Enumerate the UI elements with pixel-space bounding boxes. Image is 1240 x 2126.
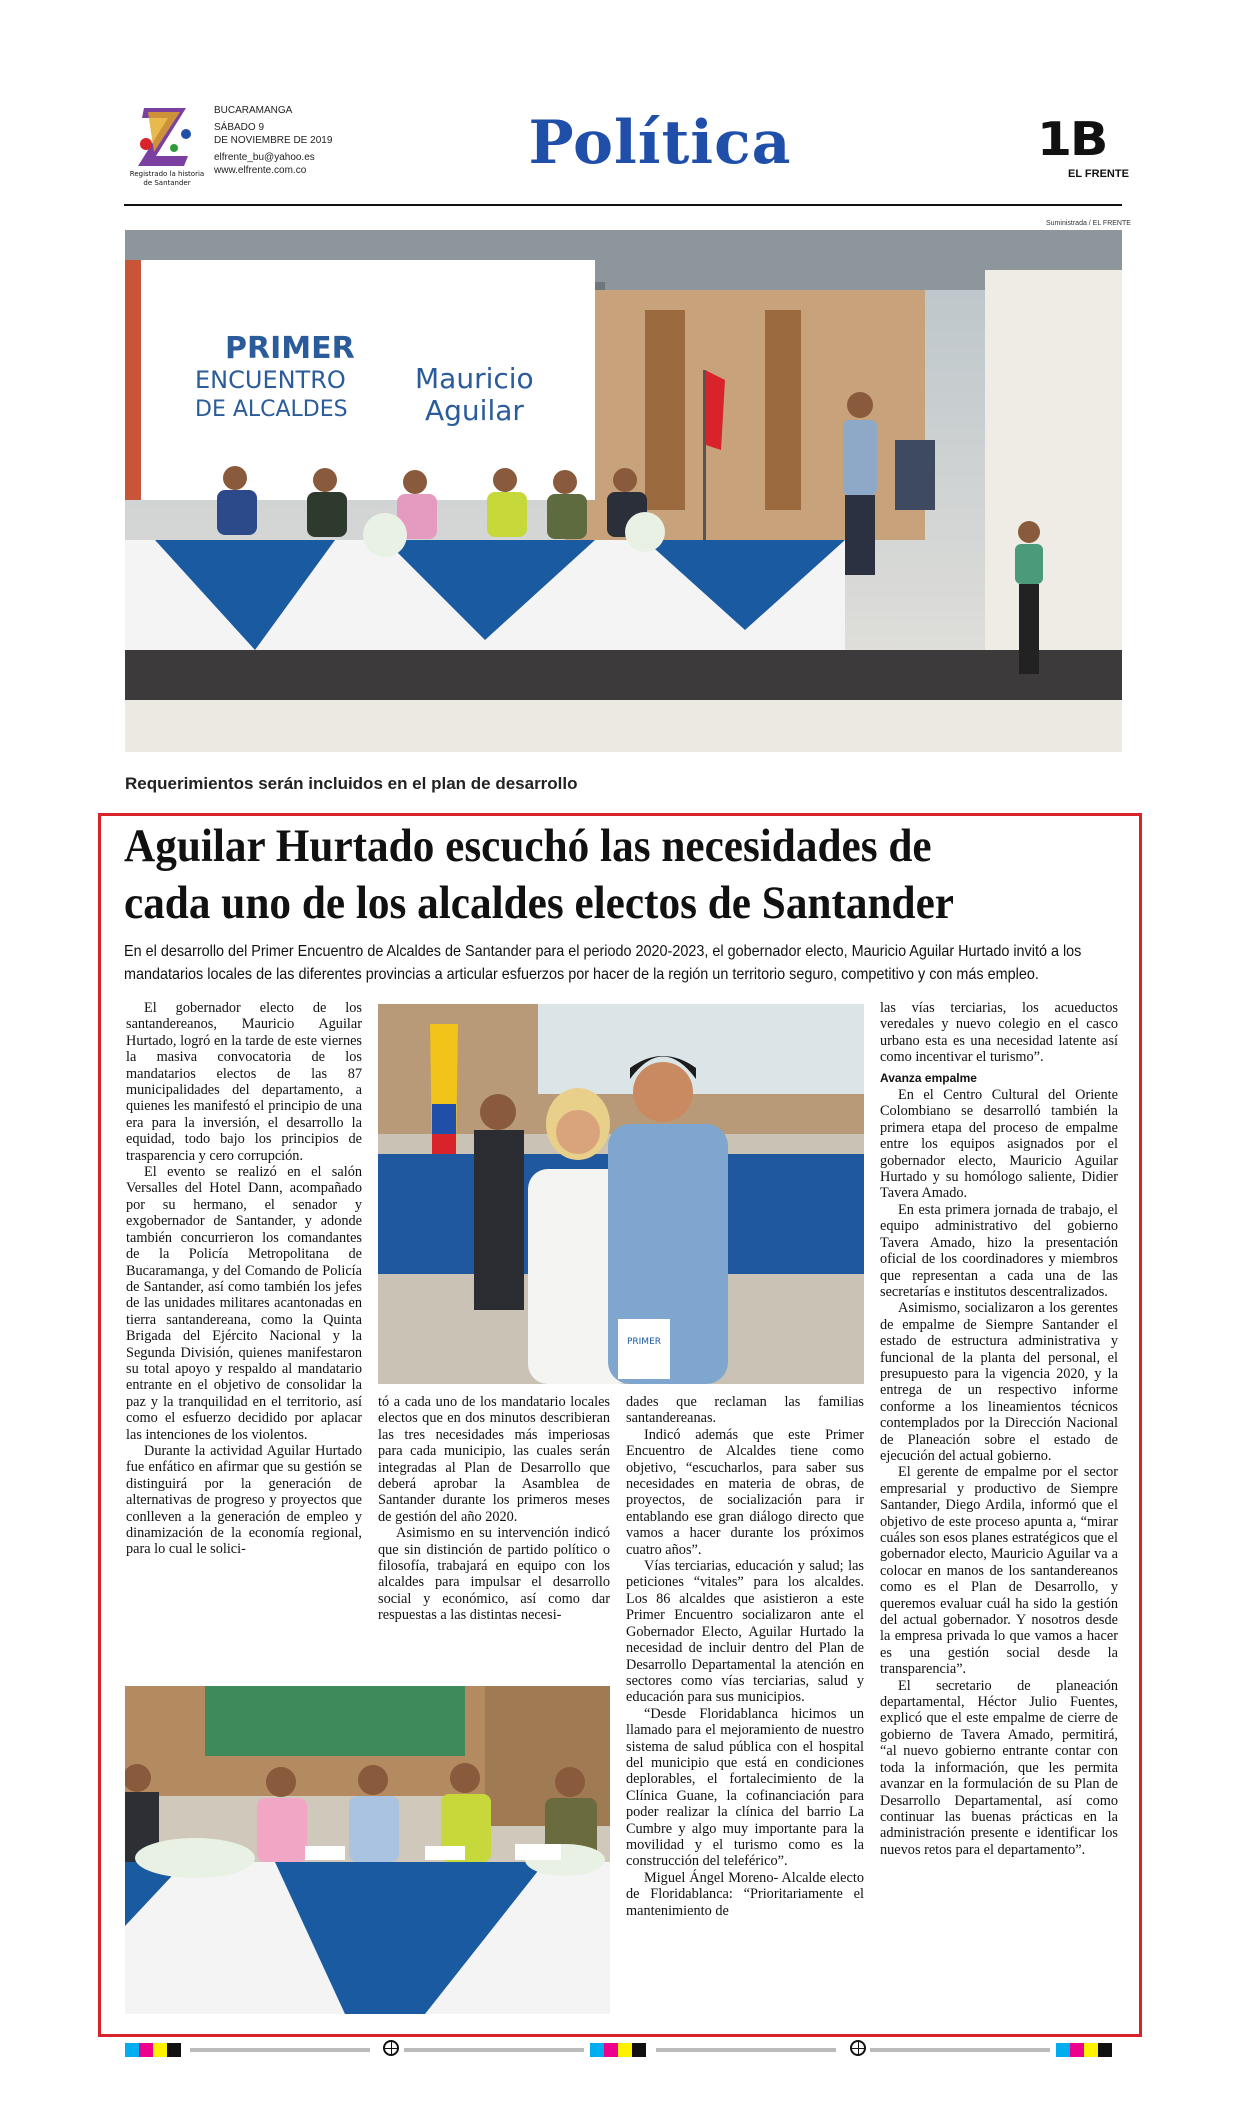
date-day: SÁBADO 9 bbox=[214, 122, 265, 133]
color-registration-bar-left bbox=[125, 2043, 185, 2057]
registration-mark bbox=[850, 2040, 866, 2056]
paragraph: dades que reclaman las familias santandereanas. bbox=[626, 1394, 864, 1427]
paragraph: Asimismo, socializaron a los gerentes de empalme de Siempre Santander el estado de estructura administrativa y funcional de la planta del personal, el presupuesto para la vigencia 2020, y la entrega de un respectivo informe conforme a los lineamientos técnicos contemplados por la Dirección Nacional de Planeación sobre el estado de ejecución del actual gobierno. bbox=[880, 1300, 1118, 1464]
badge-text-1: PRIMER bbox=[626, 1337, 662, 1347]
website-link[interactable]: www.elfrente.com.co bbox=[214, 165, 307, 176]
gray-bar bbox=[870, 2048, 1050, 2052]
article-column-2 bbox=[378, 1394, 610, 1624]
registration-mark bbox=[383, 2040, 399, 2056]
color-registration-bar-center bbox=[590, 2043, 650, 2057]
paragraph: Asimismo en su intervención indicó que sin distinción de partido político o filosofía, trabajará en equipo con los alcaldes para impulsar el desarrollo social y económico, así como dar respuestas a las distintas necesi- bbox=[378, 1525, 610, 1624]
paragraph: Miguel Ángel Moreno- Alcalde electo de Floridablanca: “Prioritariamente el mantenimiento de bbox=[626, 1869, 864, 1919]
dateline-block bbox=[214, 104, 332, 177]
paragraph: tó a cada uno de los mandatario locales electos que en dos minutos describieran las tres necesidades más imperiosas para cada municipio, las cuales serán integradas al Plan de Desarrollo que deberá aprobar la Asamblea de Santander durante los primeros meses de gestión del año 2020. bbox=[378, 1394, 610, 1525]
svg-text:Registrado la historia: Registrado la historia bbox=[129, 170, 205, 178]
svg-text:de Santander: de Santander bbox=[143, 179, 191, 187]
newspaper-anniversary-logo bbox=[126, 104, 208, 192]
date-month-year: DE NOVIEMBRE DE 2019 bbox=[214, 135, 333, 146]
headline-line-1: Aguilar Hurtado escuchó las necesidades de bbox=[124, 820, 932, 872]
banner-line-primer: PRIMER bbox=[225, 331, 355, 366]
gray-bar bbox=[656, 2048, 836, 2052]
article-lead: En el desarrollo del Primer Encuentro de Alcaldes de Santander para el periodo 2020-2023, el gobernador electo, Mauricio Aguilar Hurtado invitó a los mandatarios locales de las diferentes provincias a articular esfuerzos por hacer de la región un territorio seguro, competitivo y con más empleo. bbox=[124, 943, 1082, 983]
article-column-1 bbox=[126, 1000, 362, 1558]
newspaper-name: EL FRENTE bbox=[1068, 168, 1129, 180]
paragraph: las vías terciarias, los acueductos veredales y nuevo colegio en el casco urbano esta es una necesidad latente así como incentivar el turismo”. bbox=[880, 1000, 1118, 1066]
paragraph: Indicó además que este Primer Encuentro de Alcaldes tiene como objetivo, “escucharlos, para saber sus necesidades en materia de obras, de proyectos, de socialización para ir entablando ese gran diálogo directo que vamos a hacer durante los próximos cuatro años”. bbox=[626, 1426, 864, 1558]
paragraph: El gerente de empalme por el sector empresarial y productivo de Siempre Santander, Diego Ardila, informó que el objetivo de este proceso apunta a, “mirar cuáles son esos planes estratégicos que el gobernador electo, Mauricio Aguilar va a colocar en manos de los santandereanos como es el Plan de Desarrollo, y queremos evaluar cuál ha sido la gestión del actual gobernador. Y nosotros desde la empresa privada lo que vamos a hacer es una gestión social desde la transparencia”. bbox=[880, 1464, 1118, 1678]
page-number: 1B bbox=[1036, 112, 1107, 166]
city-name: BUCARAMANGA bbox=[214, 105, 293, 116]
embrace-photo bbox=[378, 1004, 864, 1384]
paragraph: El secretario de planeación departamental, Héctor Julio Fuentes, explicó que el este empalme de cierre de gobierno de Tavera Amado, permitirá, “al nuevo gobierno entrante contar con toda la información, que les permita avanzar en la formulación de su Plan de Desarrollo Departamental, así como continuar las buenas prácticas en la administración presente e identificar los nuevos retos para el departamento”. bbox=[880, 1677, 1118, 1858]
headline-line-2: cada uno de los alcaldes electos de Santander bbox=[124, 877, 954, 929]
paragraph: “Desde Floridablanca hicimos un llamado para el mejoramiento de nuestro sistema de salud pública con el hospital del municipio que está en condiciones deplorables, el fortalecimiento de la Clínica Guane, la cofinanciación para poder realizar la clínica del barrio La Cumbre y algo muy importante para la movilidad y el turismo como es la construcción del teleférico”. bbox=[626, 1705, 864, 1870]
banner-name-first: Mauricio bbox=[415, 362, 534, 395]
color-registration-bar-right bbox=[1056, 2043, 1116, 2057]
paragraph: Durante la actividad Aguilar Hurtado fue enfático en afirmar que su gestión se distinguirá por la generación de alternativas de progreso y proyectos que conlleven a la generación de empleo y dinamización de la economía regional, para lo cual le solici- bbox=[126, 1442, 362, 1558]
photo-caption: Requerimientos serán incluidos en el plan de desarrollo bbox=[125, 774, 578, 793]
article-column-4 bbox=[880, 1000, 1118, 1858]
main-event-photo bbox=[125, 230, 1122, 752]
paragraph: Vías terciarias, educación y salud; las peticiones “vitales” para los alcaldes. Los 86 alcaldes que asistieron a este Primer Encuentro socializaron ante el Gobernador Electo, Aguilar Hurtado la necesidad de incluir dentro del Plan de Desarrollo Departamental la atención en sectores como vías terciarias, salud y educación para sus municipios. bbox=[626, 1558, 864, 1706]
paragraph: El evento se realizó en el salón Versalles del Hotel Dann, acompañado por su hermano, el senador y exgobernador de Santander, y adonde también concurrieron los comandantes de la Policía Metropolitana de Bucaramanga, y del Comando de Policía de Santander, así como también los jefes de las unidades militares acantonadas en tierra santandereana, como la Quinta Brigada del Ejército Nacional y la Segunda División, quienes manifestaron su total apoyo y respaldo al mandatario entrante en el objetivo de consolidar la paz y la tranquilidad en el territorio, así como el esfuerzo decidido por aplacar las intenciones de los violentos. bbox=[126, 1164, 362, 1443]
photo-credit: Suministrada / EL FRENTE bbox=[1046, 220, 1131, 227]
header-rule bbox=[124, 204, 1122, 206]
gray-bar bbox=[404, 2048, 584, 2052]
subheading: Avanza empalme bbox=[880, 1070, 977, 1085]
gray-bar bbox=[190, 2048, 370, 2052]
paragraph: En el Centro Cultural del Oriente Colombiano se desarrolló también la primera etapa del proceso de empalme entre los equipos asignados por el gobernador electo, Mauricio Aguilar Hurtado y su homólogo saliente, Didier Tavera Amado. bbox=[880, 1087, 1118, 1202]
banner-name-last: Aguilar bbox=[425, 394, 524, 427]
paragraph: En esta primera jornada de trabajo, el equipo administrativo del gobierno Tavera Amado, hizo la presentación oficial de los coordinadores y miembros que representan a cada una de las secretarías e institutos descentralizados. bbox=[880, 1201, 1118, 1300]
contact-email[interactable]: elfrente_bu@yahoo.es bbox=[214, 152, 315, 163]
banner-line-alcaldes: DE ALCALDES bbox=[195, 397, 348, 422]
article-column-3 bbox=[626, 1394, 864, 1919]
paragraph: El gobernador electo de los santandereanos, Mauricio Aguilar Hurtado, logró en la tarde de este viernes la masiva convocatoria de los mandatarios electos de las 87 municipalidades del departamento, a quienes les manifestó el principio de una era para la inversión, el desarrollo la equidad, todo bajo los principios de trasparencia y cero corrupción. bbox=[126, 1000, 362, 1164]
section-title: Política bbox=[528, 108, 792, 178]
article-headline bbox=[124, 818, 1044, 932]
panel-table-photo bbox=[125, 1686, 610, 2014]
banner-line-encuentro: ENCUENTRO bbox=[195, 366, 346, 394]
